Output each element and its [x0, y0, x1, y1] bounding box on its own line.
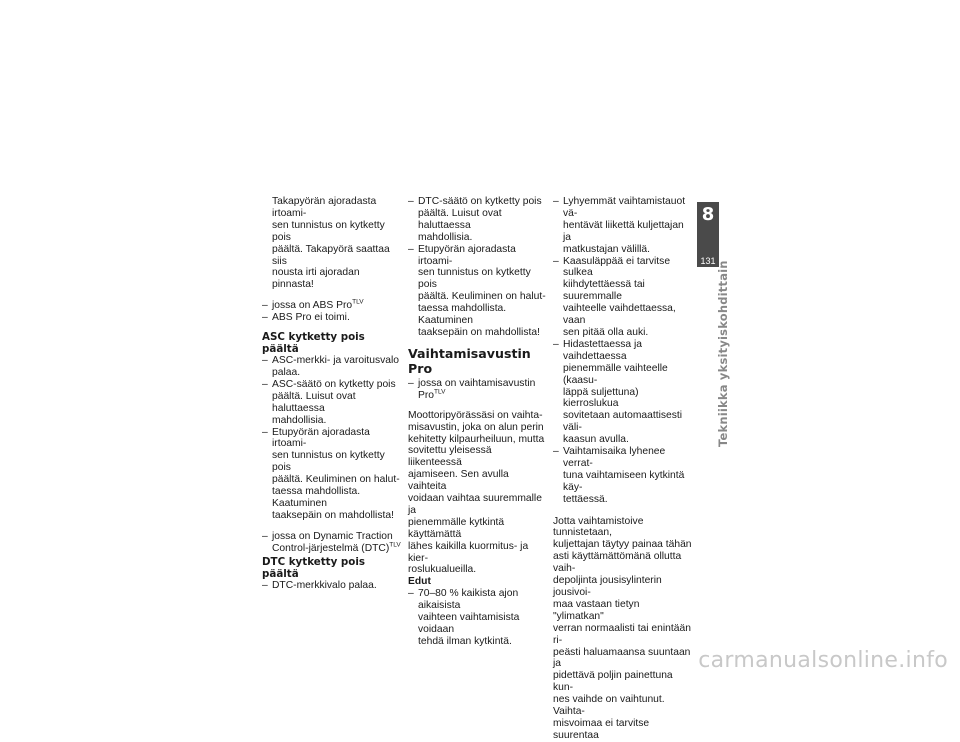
list-item: – DTC-merkkivalo palaa. [262, 579, 377, 591]
dash-marker: – [262, 579, 268, 591]
page-number: 131 [700, 256, 716, 266]
dash-marker: – [262, 300, 268, 312]
chapter-side-title: Tekniikka yksityiskohdittain [716, 260, 730, 447]
dash-marker: – [408, 196, 414, 207]
asc-heading: ASC kytketty pois päältä [262, 331, 365, 356]
advantages-heading: Edut [408, 576, 431, 588]
list-item: – Kaasuläppää ei tarvitse sulkea kiihdytettäessä tai suuremmalle vaihteelle vaihdettaessa, vaan sen pitää olla auki. [553, 255, 676, 338]
list-item: – ASC-merkki- ja varoitusvalo palaa. [262, 355, 400, 378]
column-2 [408, 196, 548, 648]
chapter-tab [697, 202, 719, 267]
column-1 [262, 196, 402, 591]
list-item: – 70–80 % kaikista ajon aikaisista vaihteen vaihtamisista voidaan tehdä ilman kytkintä. [408, 588, 520, 647]
list-item: – ABS Pro ei toimi. [262, 312, 350, 324]
list-item: – Hidastettaessa ja vaihdettaessa pienemmälle vaihteelle (kaasu- läppä suljettuna) kierroslukua sovitetaan automaattisesti väli- kaasun avulla. [553, 338, 683, 446]
list-item: – jossa on Dynamic Traction Control-järjestelmä (DTC)$^{TLV}$ [262, 530, 401, 554]
dash-marker: – [262, 530, 268, 542]
list-item: – jossa on ABS Pro$^{TLV}$ [262, 298, 364, 312]
section-heading: Vaihtamisavustin Pro [408, 345, 531, 376]
dash-marker: – [262, 355, 268, 367]
dash-marker: – [262, 312, 268, 324]
list-item: – DTC-säätö on kytketty pois päältä. Luisut ovat haluttaessa mahdollisia. [408, 196, 542, 243]
list-item: – ASC-säätö on kytketty pois päältä. Luisut ovat haluttaessa mahdollisia. [262, 378, 396, 426]
list-item: – jossa on vaihtamisavustin Pro$^{TLV}$ [408, 377, 536, 401]
dash-marker: – [408, 588, 414, 600]
list-item: – Vaihtamisaika lyhenee verrat- tuna vaihtamiseen kytkintä käy- tettäessä. [553, 446, 685, 505]
dash-marker: – [553, 196, 559, 207]
dtc-heading: DTC kytketty pois päältä [262, 555, 365, 580]
dash-marker: – [262, 378, 268, 390]
paragraph: Moottoripyörässäsi on vaihta- misavustin, joka on alun perin kehitetty kilpaurheiluun, mutta sovitettu yleisessä liikenteessä ajamiseen. Sen avulla vaihteita voidaan vaihtaa suuremmalle ja pienemmälle kytkintä käyttämättä lähes kaikilla kuormitus- ja kier- roslukualueilla. [408, 409, 545, 576]
chapter-number: 8 [701, 204, 715, 225]
watermark: carmanualsonline.info [698, 648, 948, 673]
list-item: – Etupyörän ajoradasta irtoami- sen tunnistus on kytketty pois päältä. Keuliminen on halut- taessa mahdollista. Kaatuminen taaksepäin on mahdollista! [408, 243, 546, 338]
dash-marker: – [553, 338, 559, 350]
dash-marker: – [408, 243, 414, 255]
paragraph: Jotta vaihtamistoive tunnistetaan, kuljettajan täytyy painaa tähän asti käyttämättömänä ollutta vaih- depoljinta jousisylinterin jousivoi- maa vastaan tietyn "ylimatkan" verran normaalisti tai enintään ri- peästi haluamaansa suuntaan ja pidettävä poljin painettuna kun- nes vaihde on vaihtunut. Vaihta- misvoimaa ei tarvitse suurentaa [553, 515, 692, 741]
list-item: – Lyhyemmät vaihtamistauot vä- hentävät liikettä kuljettajan ja matkustajan välillä. [553, 196, 686, 255]
dash-marker: – [553, 255, 559, 267]
dash-marker: – [408, 377, 414, 389]
list-item-text: Takapyörän ajoradasta irtoami- sen tunnistus on kytketty pois päältä. Takapyörä saattaa siis nousta irti ajoradan pinnasta! [272, 196, 390, 291]
list-item: – Etupyörän ajoradasta irtoami- sen tunnistus on kytketty pois päältä. Keuliminen on halut- taessa mahdollista. Kaatuminen taaksepäin on mahdollista! [262, 426, 400, 521]
column-3 [553, 196, 693, 742]
dash-marker: – [553, 446, 559, 458]
list-item [262, 196, 402, 291]
dash-marker: – [262, 426, 268, 438]
